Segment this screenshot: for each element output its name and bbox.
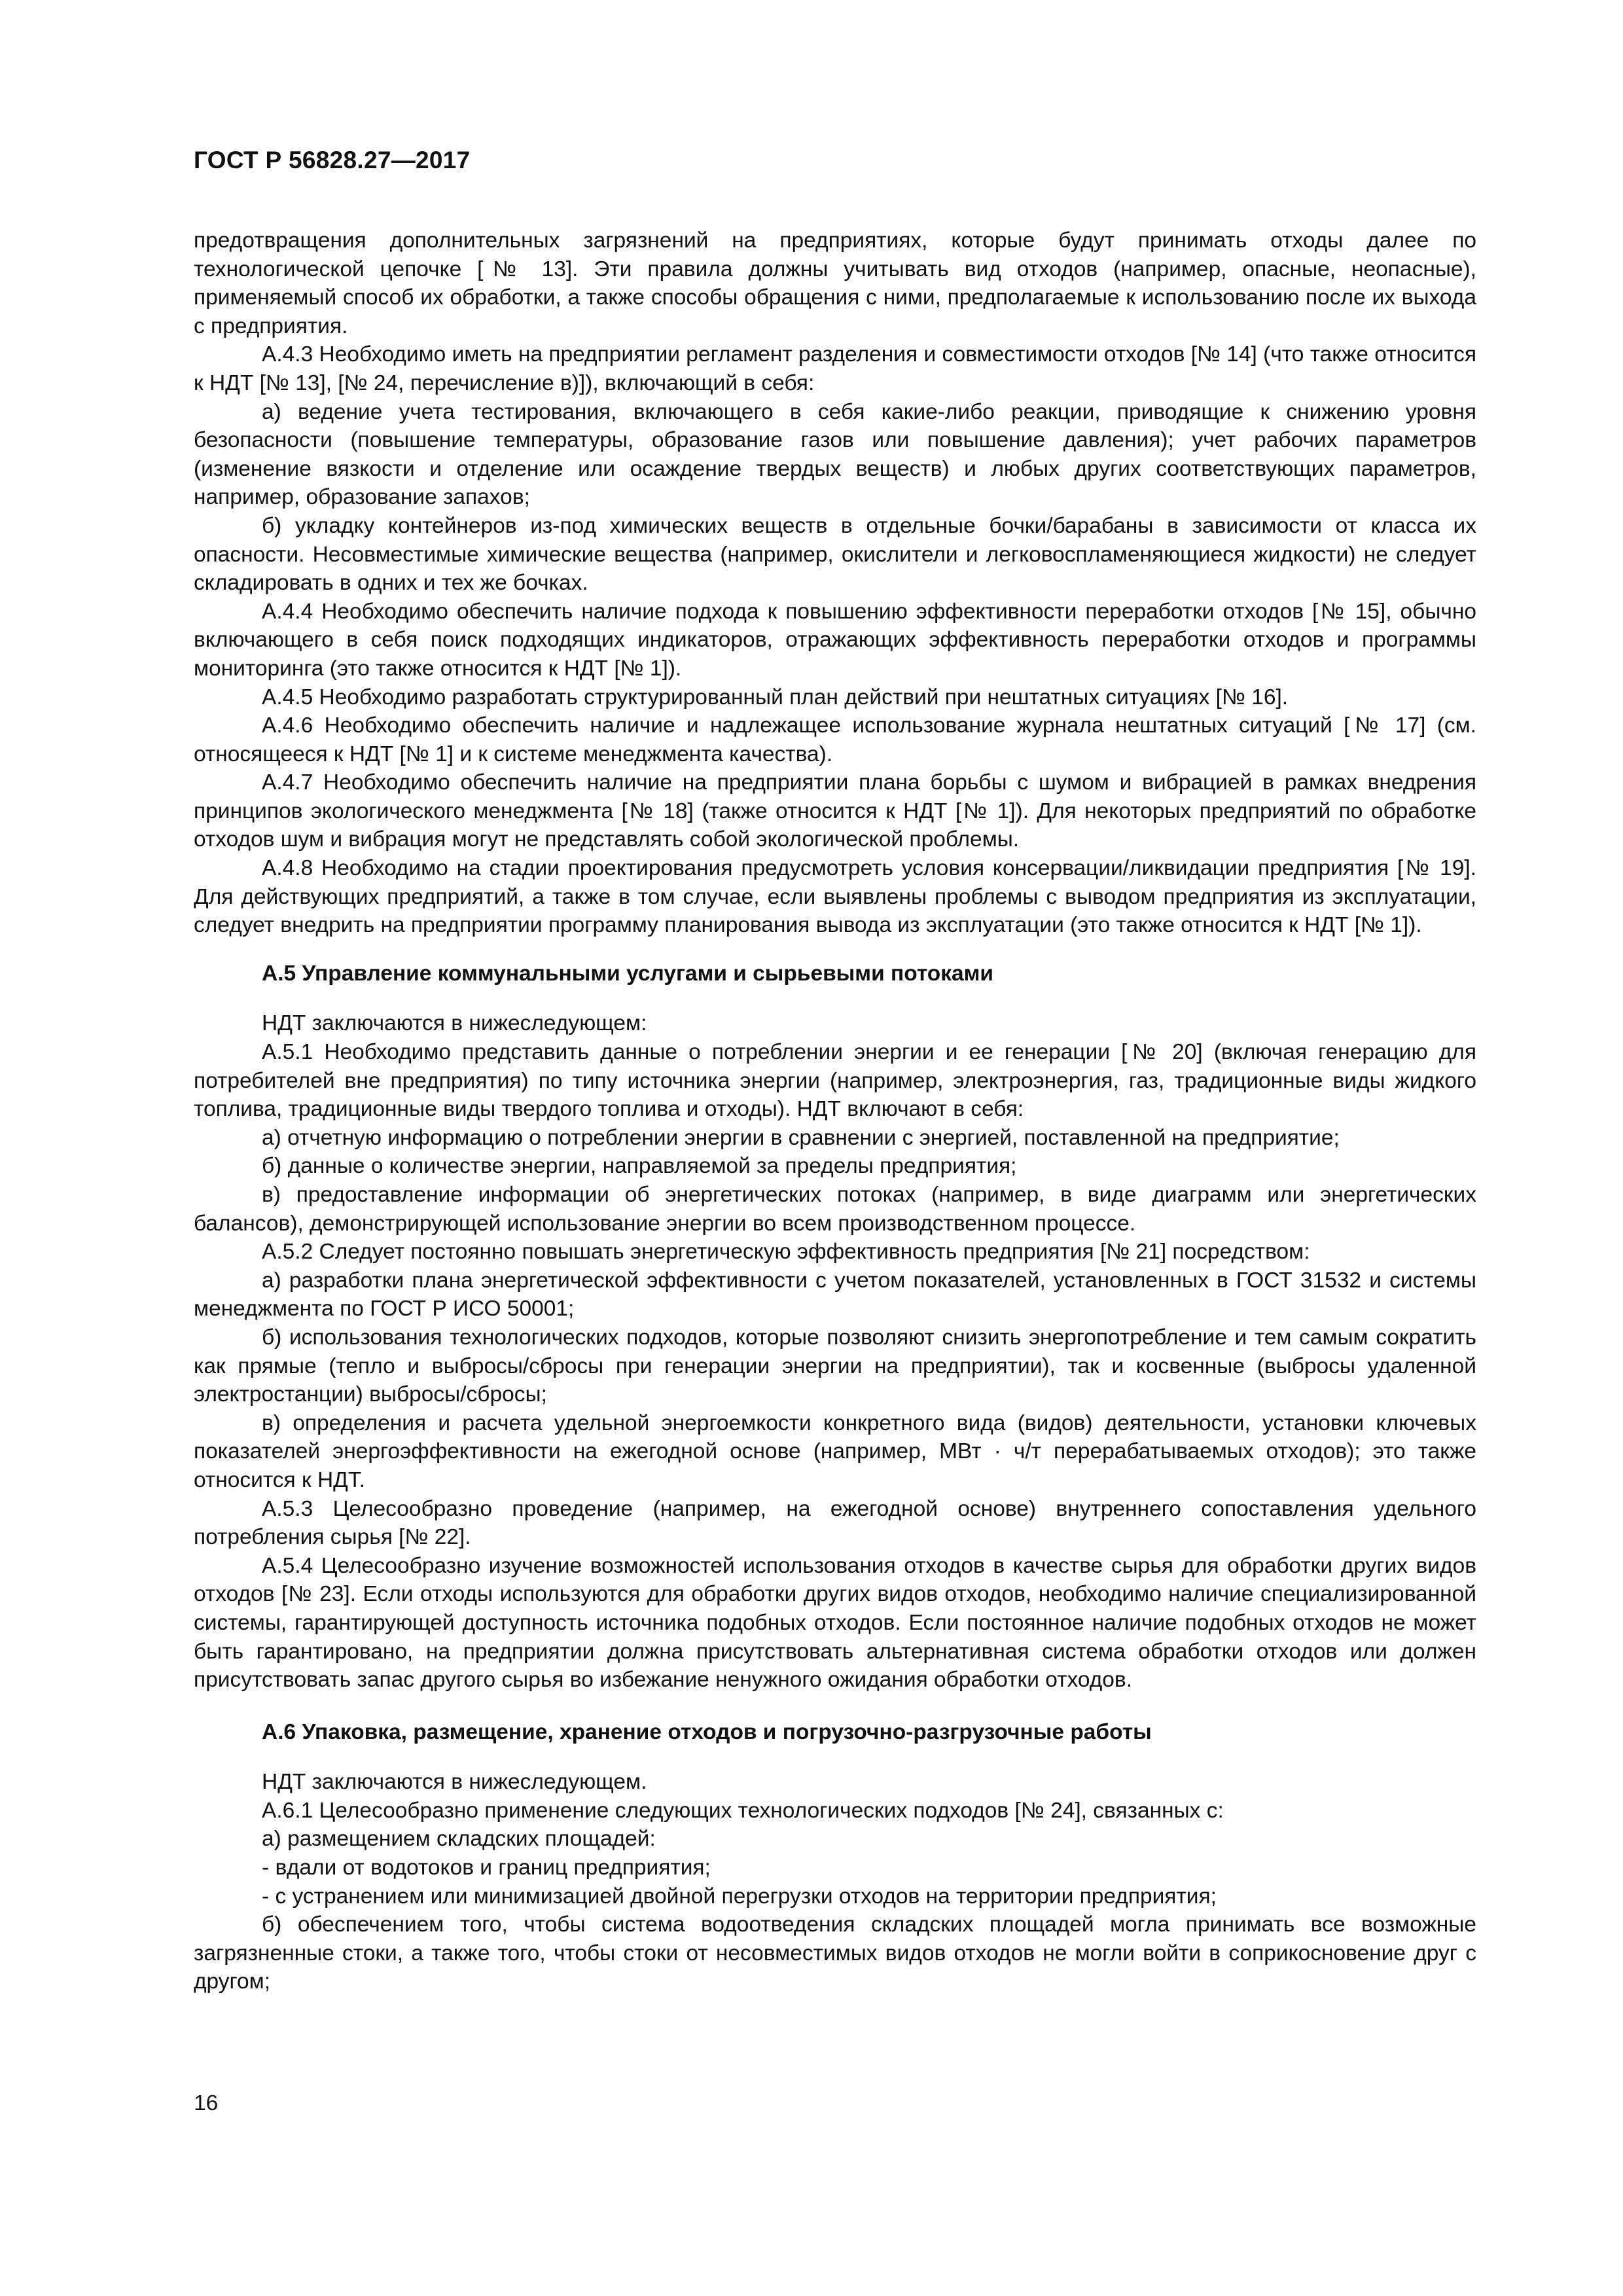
list-item: - вдали от водотоков и границ предприятия; (262, 1856, 711, 1880)
paragraph: НДТ заключаются в нижеследующем: (262, 1011, 647, 1036)
paragraph: НДТ заключаются в нижеследующем. (262, 1770, 647, 1795)
list-item: в) определения и расчета удельной энергоемкости конкретного вида (видов) деятельности, установки ключевых показателей энергоэффективности на ежегодной основе (например, МВт · ч/т перерабатываемых отходов); это также относится к НДТ. (194, 1410, 1476, 1492)
clause-a-4-6: А.4.6 Необходимо обеспечить наличие и надлежащее использование журнала нештатных ситуаций [№ 17] (см. относящееся к НДТ [№ 1] и к системе менеджмента качества). (194, 713, 1476, 766)
clause-a-5-3: А.5.3 Целесообразно проведение (например, на ежегодной основе) внутреннего сопоставления удельного потребления сырья [№ 22]. (194, 1496, 1476, 1550)
clause-a-4-4: А.4.4 Необходимо обеспечить наличие подхода к повышению эффективности переработки отходов [№ 15], обычно включающего в себя поиск подходящих индикаторов, отражающих эффективность переработки отходов и программы мониторинга (это также относится к НДТ [№ 1]). (194, 599, 1476, 681)
list-item: а) ведение учета тестирования, включающего в себя какие-либо реакции, приводящие к снижению уровня безопасности (повышение температуры, образование газов или повышение давления); учет рабочих параметров (изменение вязкости и отделение или осаждение твердых веществ) и любых других соответствующих параметров, например, образование запахов; (194, 399, 1476, 510)
list-item: б) данные о количестве энергии, направляемой за пределы предприятия; (262, 1154, 1017, 1179)
list-item: - с устранением или минимизацией двойной перегрузки отходов на территории предприятия; (262, 1884, 1217, 1909)
list-item: а) разработки плана энергетической эффективности с учетом показателей, установленных в ГОСТ 31532 и системы менеджмента по ГОСТ Р ИСО 50001; (194, 1268, 1476, 1321)
list-item: б) обеспечением того, чтобы система водоотведения складских площадей могла принимать все возможные загрязненные стоки, а также того, чтобы стоки от несовместимых видов отходов не могли войти в соприкосновение друг с другом; (194, 1912, 1476, 1994)
clause-a-5-2: А.5.2 Следует постоянно повышать энергетическую эффективность предприятия [№ 21] посредством: (262, 1240, 1310, 1265)
list-item: б) укладку контейнеров из-под химических веществ в отдельные бочки/барабаны в зависимости от класса их опасности. Несовместимые химические вещества (например, окислители и легковоспламеняющиеся жидкости) не следует складировать в одних и тех же бочках. (194, 513, 1476, 596)
document-body (194, 226, 1476, 1996)
paragraph: предотвращения дополнительных загрязнений на предприятиях, которые будут принимать отходы далее по технологической цепочке [№ 13]. Эти правила должны учитывать вид отходов (например, опасные, неопасные), применяемый способ их обработки, а также способы обращения с ними, предполагаемые к использованию после их выхода с предприятия. (194, 228, 1476, 338)
document-number-header: ГОСТ Р 56828.27—2017 (194, 147, 471, 173)
clause-a-4-8: А.4.8 Необходимо на стадии проектирования предусмотреть условия консервации/ликвидации предприятия [№ 19]. Для действующих предприятий, а также в том случае, если выявлены проблемы с выводом предприятия из эксплуатации, следует внедрить на предприятии программу планирования вывода из эксплуатации (это также относится к НДТ [№ 1]). (194, 856, 1476, 938)
list-item: а) отчетную информацию о потреблении энергии в сравнении с энергией, поставленной на предприятие; (262, 1125, 1340, 1150)
list-item: в) предоставление информации об энергетических потоках (например, в виде диаграмм или энергетических балансов), демонстрирующей использование энергии во всем производственном процессе. (194, 1183, 1476, 1236)
page-number: 16 (194, 2091, 219, 2115)
clause-a-4-5: А.4.5 Необходимо разработать структурированный план действий при нештатных ситуациях [№ 16]. (262, 685, 1289, 709)
list-item: б) использования технологических подходов, которые позволяют снизить энергопотребление и тем самым сократить как прямые (тепло и выбросы/сбросы при генерации энергии на предприятии), так и косвенные (выбросы удаленной электростанции) выбросы/сбросы; (194, 1325, 1476, 1407)
section-heading-a-6: А.6 Упаковка, размещение, хранение отходов и погрузочно-разгрузочные работы (262, 1719, 1152, 1744)
clause-a-5-1: А.5.1 Необходимо представить данные о потреблении энергии и ее генерации [№ 20] (включая генерацию для потребителей вне предприятия) по типу источника энергии (например, электроэнергия, газ, традиционные виды жидкого топлива, традиционные виды твердого топлива и отходы). НДТ включают в себя: (194, 1040, 1476, 1122)
clause-a-6-1: А.6.1 Целесообразно применение следующих технологических подходов [№ 24], связанных с: (262, 1798, 1224, 1823)
clause-a-5-4: А.5.4 Целесообразно изучение возможностей использования отходов в качестве сырья для обработки других видов отходов [№ 23]. Если отходы используются для обработки других видов отходов, необходимо наличие специализированной системы, гарантирующей доступность источника подобных отходов. Если постоянное наличие подобных отходов не может быть гарантировано, на предприятии должна присутствовать альтернативная система обработки отходов или должен присутствовать запас другого сырья во избежание ненужного ожидания обработки отходов. (194, 1553, 1476, 1693)
clause-a-4-7: А.4.7 Необходимо обеспечить наличие на предприятии плана борьбы с шумом и вибрацией в рамках внедрения принципов экологического менеджмента [№ 18] (также относится к НДТ [№ 1]). Для некоторых предприятий по обработке отходов шум и вибрация могут не представлять собой экологической проблемы. (194, 770, 1476, 852)
list-item: а) размещением складских площадей: (262, 1827, 656, 1852)
section-heading-a-5: А.5 Управление коммунальными услугами и сырьевыми потоками (262, 961, 994, 986)
clause-a-4-3: А.4.3 Необходимо иметь на предприятии регламент разделения и совместимости отходов [№ 14] (что также относится к НДТ [№ 13], [№ 24, перечисление в)]), включающий в себя: (194, 342, 1476, 395)
